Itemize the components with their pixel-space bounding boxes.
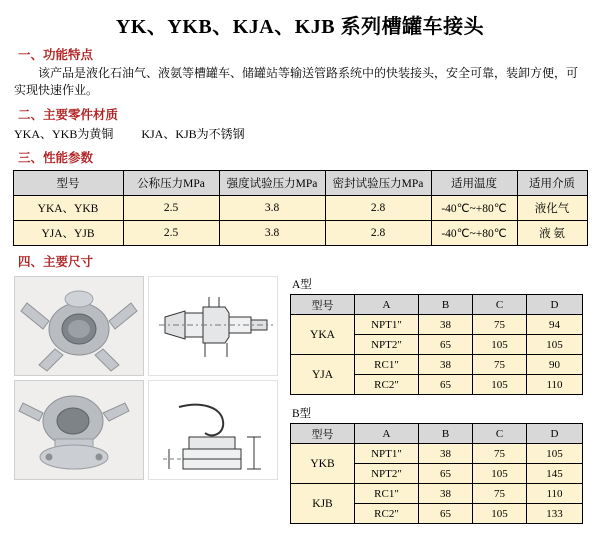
dimension-tables-column <box>290 276 590 534</box>
features-text: 该产品是液化石油气、液氨等槽罐车、储罐站等输送管路系统中的快装接头，安全可靠，装卸方便，可实现快速作业。 <box>14 66 579 97</box>
perf-r0-c2: 3.8 <box>219 196 325 221</box>
photo-column <box>14 276 282 534</box>
dimB-r2-c2: 38 <box>419 484 473 504</box>
photo-coupling-a <box>14 276 144 376</box>
dim-table-label-b: B型 <box>292 408 312 420</box>
dimA-header-1: A <box>355 295 419 315</box>
table-row <box>291 355 583 375</box>
material-text-a: YKA、YKB为黄铜 <box>14 127 114 141</box>
perf-r0-c3: 2.8 <box>325 196 431 221</box>
material-line <box>14 125 600 142</box>
drawing-coupling-a <box>148 276 278 376</box>
table-header-row <box>291 424 583 444</box>
dimB-model-kjb: KJB <box>291 484 355 524</box>
dimA-r3-c2: 65 <box>419 375 473 395</box>
perf-header-5: 适用介质 <box>517 171 587 196</box>
dimA-header-3: C <box>473 295 527 315</box>
dimA-header-2: B <box>419 295 473 315</box>
dimA-model-yka: YKA <box>291 315 355 355</box>
dimA-r3-c4: 110 <box>527 375 583 395</box>
dimA-header-4: D <box>527 295 583 315</box>
table-row <box>13 221 587 246</box>
drawing-coupling-b <box>148 380 278 480</box>
perf-header-3: 密封试验压力MPa <box>325 171 431 196</box>
dimA-r2-c3: 75 <box>473 355 527 375</box>
material-text-b: KJA、KJB为不锈钢 <box>141 127 245 141</box>
perf-r0-c1: 2.5 <box>123 196 219 221</box>
dimB-header-3: C <box>473 424 527 444</box>
dimA-r2-c4: 90 <box>527 355 583 375</box>
perf-header-0: 型号 <box>13 171 123 196</box>
table-header-row <box>13 171 587 196</box>
dimA-r3-c3: 105 <box>473 375 527 395</box>
dimB-r1-c3: 105 <box>473 464 527 484</box>
dimB-header-1: A <box>355 424 419 444</box>
table-header-row <box>291 295 583 315</box>
dimA-r1-c3: 105 <box>473 335 527 355</box>
perf-r1-c4: -40℃~+80℃ <box>431 221 517 246</box>
section-heading-performance: 三、性能参数 <box>18 151 94 165</box>
table-row <box>291 484 583 504</box>
photo-row-a <box>14 276 282 376</box>
dimB-r1-c1: NPT2" <box>355 464 419 484</box>
dimA-r0-c4: 94 <box>527 315 583 335</box>
dimB-r3-c1: RC2" <box>355 504 419 524</box>
dimB-r1-c4: 145 <box>527 464 583 484</box>
dimB-header-2: B <box>419 424 473 444</box>
dimB-r2-c1: RC1" <box>355 484 419 504</box>
dimensions-section <box>0 276 600 534</box>
dimB-r0-c4: 105 <box>527 444 583 464</box>
dimB-model-ykb: YKB <box>291 444 355 484</box>
dimA-r1-c1: NPT2" <box>355 335 419 355</box>
dimB-r0-c1: NPT1" <box>355 444 419 464</box>
dimA-model-yja: YJA <box>291 355 355 395</box>
perf-header-4: 适用温度 <box>431 171 517 196</box>
dimA-header-0: 型号 <box>291 295 355 315</box>
dimB-r0-c3: 75 <box>473 444 527 464</box>
dimA-r2-c1: RC1" <box>355 355 419 375</box>
performance-table <box>13 170 588 246</box>
section-heading-material: 二、主要零件材质 <box>18 108 119 122</box>
dimB-r3-c4: 133 <box>527 504 583 524</box>
dimension-table-b <box>290 423 583 524</box>
perf-r1-c5: 液 氨 <box>517 221 587 246</box>
dimA-r3-c1: RC2" <box>355 375 419 395</box>
dimB-r3-c3: 105 <box>473 504 527 524</box>
photo-row-b <box>14 380 282 480</box>
perf-r1-c0: YJA、YJB <box>13 221 123 246</box>
perf-r0-c0: YKA、YKB <box>13 196 123 221</box>
table-row <box>291 315 583 335</box>
dimA-r0-c1: NPT1" <box>355 315 419 335</box>
page-title: YK、YKB、KJA、KJB 系列槽罐车接头 <box>115 16 485 38</box>
dimA-r2-c2: 38 <box>419 355 473 375</box>
dimA-r0-c2: 38 <box>419 315 473 335</box>
dimension-table-a <box>290 294 583 395</box>
perf-header-2: 强度试验压力MPa <box>219 171 325 196</box>
dimA-r0-c3: 75 <box>473 315 527 335</box>
perf-r1-c2: 3.8 <box>219 221 325 246</box>
dimB-header-0: 型号 <box>291 424 355 444</box>
photo-coupling-b <box>14 380 144 480</box>
table-row <box>291 444 583 464</box>
dim-table-label-a: A型 <box>292 279 312 291</box>
dimA-r1-c4: 105 <box>527 335 583 355</box>
perf-r0-c4: -40℃~+80℃ <box>431 196 517 221</box>
dimB-r2-c4: 110 <box>527 484 583 504</box>
table-row <box>13 196 587 221</box>
perf-r1-c3: 2.8 <box>325 221 431 246</box>
dimA-r1-c2: 65 <box>419 335 473 355</box>
section-heading-features: 一、功能特点 <box>18 48 94 62</box>
section-heading-dimensions: 四、主要尺寸 <box>18 255 94 269</box>
dimB-r0-c2: 38 <box>419 444 473 464</box>
perf-header-1: 公称压力MPa <box>123 171 219 196</box>
dimensions-row <box>14 276 600 534</box>
perf-r0-c5: 液化气 <box>517 196 587 221</box>
dimB-header-4: D <box>527 424 583 444</box>
perf-r1-c1: 2.5 <box>123 221 219 246</box>
dimB-r3-c2: 65 <box>419 504 473 524</box>
dimB-r2-c3: 75 <box>473 484 527 504</box>
dimB-r1-c2: 65 <box>419 464 473 484</box>
